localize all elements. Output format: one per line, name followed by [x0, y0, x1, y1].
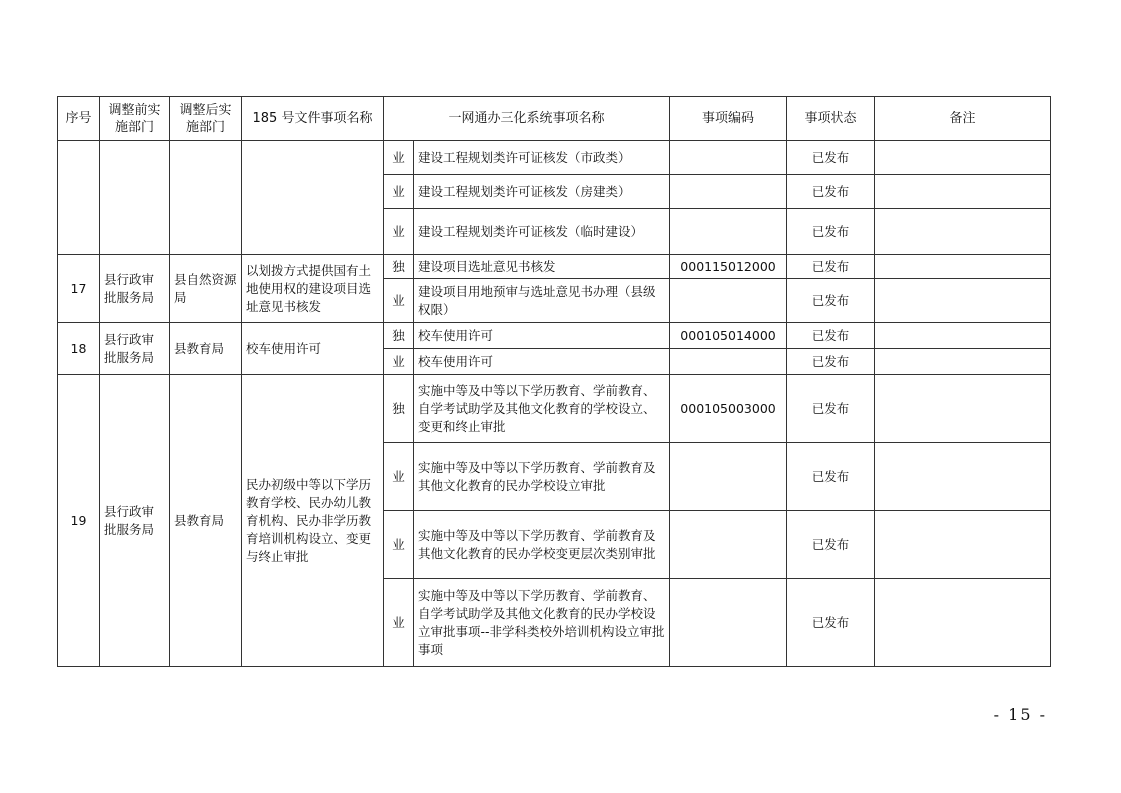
tag-cell: 独 [384, 323, 414, 349]
system-name-cell: 建设项目用地预审与选址意见书办理（县级权限） [414, 279, 670, 323]
system-name-cell: 建设工程规划类许可证核发（临时建设） [414, 209, 670, 255]
code-cell: 000105014000 [670, 323, 787, 349]
status-cell: 已发布 [787, 511, 875, 579]
remark-cell [875, 255, 1051, 279]
code-cell [670, 443, 787, 511]
status-cell: 已发布 [787, 375, 875, 443]
tag-cell: 业 [384, 443, 414, 511]
after-dept-cell: 县教育局 [170, 375, 242, 667]
header-doc185-name: 185 号文件事项名称 [242, 97, 384, 141]
doc185-cell: 以划拨方式提供国有土地使用权的建设项目选址意见书核发 [242, 255, 384, 323]
header-seq: 序号 [58, 97, 100, 141]
remark-cell [875, 141, 1051, 175]
code-cell [670, 209, 787, 255]
tag-cell: 业 [384, 175, 414, 209]
system-name-cell: 建设工程规划类许可证核发（房建类） [414, 175, 670, 209]
table-row [58, 141, 1051, 175]
table-row [58, 255, 1051, 279]
system-name-cell: 建设工程规划类许可证核发（市政类） [414, 141, 670, 175]
before-dept-cell [100, 141, 170, 255]
tag-cell: 业 [384, 209, 414, 255]
table-row [58, 375, 1051, 443]
doc185-cell: 校车使用许可 [242, 323, 384, 375]
code-cell [670, 349, 787, 375]
code-cell [670, 511, 787, 579]
tag-cell: 独 [384, 255, 414, 279]
code-cell [670, 279, 787, 323]
seq-cell: 17 [58, 255, 100, 323]
code-cell [670, 141, 787, 175]
remark-cell [875, 279, 1051, 323]
system-name-cell: 实施中等及中等以下学历教育、学前教育、自学考试助学及其他文化教育的学校设立、变更和终止审批 [414, 375, 670, 443]
status-cell: 已发布 [787, 209, 875, 255]
code-cell: 000105003000 [670, 375, 787, 443]
seq-cell: 19 [58, 375, 100, 667]
status-cell: 已发布 [787, 255, 875, 279]
tag-cell: 业 [384, 141, 414, 175]
tag-cell: 业 [384, 511, 414, 579]
tag-cell: 业 [384, 349, 414, 375]
before-dept-cell: 县行政审批服务局 [100, 323, 170, 375]
after-dept-cell: 县自然资源局 [170, 255, 242, 323]
code-cell [670, 579, 787, 667]
header-system-name: 一网通办三化系统事项名称 [384, 97, 670, 141]
system-name-cell: 校车使用许可 [414, 349, 670, 375]
code-cell: 000115012000 [670, 255, 787, 279]
system-name-cell: 实施中等及中等以下学历教育、学前教育及其他文化教育的民办学校变更层次类别审批 [414, 511, 670, 579]
header-before-dept: 调整前实施部门 [100, 97, 170, 141]
status-cell: 已发布 [787, 175, 875, 209]
status-cell: 已发布 [787, 579, 875, 667]
tag-cell: 独 [384, 375, 414, 443]
doc185-cell: 民办初级中等以下学历教育学校、民办幼儿教育机构、民办非学历教育培训机构设立、变更与终止审批 [242, 375, 384, 667]
header-code: 事项编码 [670, 97, 787, 141]
page-number: - 15 - [993, 705, 1047, 724]
header-status: 事项状态 [787, 97, 875, 141]
table-row [58, 323, 1051, 349]
doc185-cell [242, 141, 384, 255]
header-remark: 备注 [875, 97, 1051, 141]
seq-cell [58, 141, 100, 255]
remark-cell [875, 209, 1051, 255]
remark-cell [875, 323, 1051, 349]
system-name-cell: 校车使用许可 [414, 323, 670, 349]
before-dept-cell: 县行政审批服务局 [100, 375, 170, 667]
remark-cell [875, 375, 1051, 443]
status-cell: 已发布 [787, 349, 875, 375]
system-name-cell: 实施中等及中等以下学历教育、学前教育、自学考试助学及其他文化教育的民办学校设立审批事项--非学科类校外培训机构设立审批事项 [414, 579, 670, 667]
system-name-cell: 实施中等及中等以下学历教育、学前教育及其他文化教育的民办学校设立审批 [414, 443, 670, 511]
header-row [58, 97, 1051, 141]
system-name-cell: 建设项目选址意见书核发 [414, 255, 670, 279]
header-after-dept: 调整后实施部门 [170, 97, 242, 141]
after-dept-cell: 县教育局 [170, 323, 242, 375]
remark-cell [875, 443, 1051, 511]
after-dept-cell [170, 141, 242, 255]
status-cell: 已发布 [787, 279, 875, 323]
items-table [57, 96, 1051, 667]
remark-cell [875, 175, 1051, 209]
status-cell: 已发布 [787, 443, 875, 511]
tag-cell: 业 [384, 579, 414, 667]
remark-cell [875, 511, 1051, 579]
before-dept-cell: 县行政审批服务局 [100, 255, 170, 323]
remark-cell [875, 579, 1051, 667]
remark-cell [875, 349, 1051, 375]
status-cell: 已发布 [787, 141, 875, 175]
status-cell: 已发布 [787, 323, 875, 349]
seq-cell: 18 [58, 323, 100, 375]
tag-cell: 业 [384, 279, 414, 323]
code-cell [670, 175, 787, 209]
